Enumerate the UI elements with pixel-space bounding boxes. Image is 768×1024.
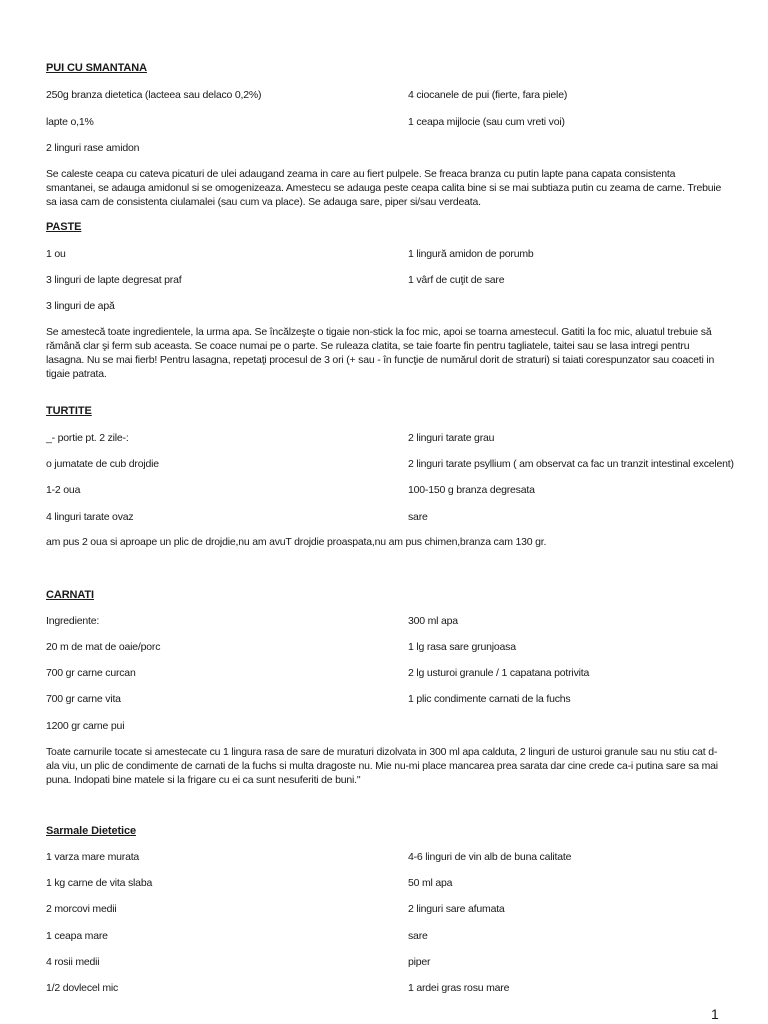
instructions-paragraph: Se caleste ceapa cu cateva picaturi de ulei adaugand zeama in care au fiert pulpele. Se freaca branza cu putin lapte pana capata consistenta smantanei, se adauga amidonul si se omogenizeaza. Amestecu se adauga peste ceapa calita bine si se mai subtiaza putin cu zeama de carne. Trebuie sa iasa cam de consistenta ciulamalei (sau cum va place). Se adauga sare, piper si/sau verdeata. [46,168,722,208]
ingredient-left: 3 linguri de lapte degresat praf [46,274,182,286]
ingredient-left: 2 linguri rase amidon [46,142,140,154]
ingredient-right: 4 ciocanele de pui (fierte, fara piele) [408,89,568,101]
section-title-paste: PASTE [46,221,82,233]
ingredient-right: sare [408,930,428,942]
ingredient-left: 1 varza mare murata [46,851,140,863]
ingredient-left: 1-2 oua [46,484,81,496]
section-title-sarmale-dietetice: Sarmale Dietetice [46,825,137,837]
ingredient-right: 1 vârf de cuţit de sare [408,274,505,286]
section-title-carnati: CARNATI [46,589,94,601]
section-title-turtite: TURTITE [46,405,92,417]
ingredient-right: 2 linguri tarate grau [408,432,495,444]
ingredient-left: o jumatate de cub drojdie [46,458,159,470]
ingredient-left: Ingrediente: [46,615,100,627]
ingredient-left: 4 linguri tarate ovaz [46,511,134,523]
ingredient-right: 50 ml apa [408,877,453,889]
ingredient-right: 1 lg rasa sare grunjoasa [408,641,516,653]
ingredient-right: 1 ardei gras rosu mare [408,982,510,994]
ingredient-left: 1 ou [46,248,66,260]
ingredient-right: 1 plic condimente carnati de la fuchs [408,693,571,705]
ingredient-left: 20 m de mat de oaie/porc [46,641,161,653]
page-number: 1 [711,1006,719,1022]
ingredient-left: 3 linguri de apă [46,300,115,312]
ingredient-left: 250g branza dietetica (lacteea sau delaco 0,2%) [46,89,262,101]
ingredient-right: 2 linguri sare afumata [408,903,505,915]
section-title-pui-cu-smantana: PUI CU SMANTANA [46,62,147,74]
ingredient-right: 2 linguri tarate psyllium ( am observat ca fac un tranzit intestinal excelent) [408,458,734,470]
ingredient-right: piper [408,956,431,968]
ingredient-left: 700 gr carne vita [46,693,121,705]
ingredient-right: 2 lg usturoi granule / 1 capatana potrivita [408,667,590,679]
ingredient-left: 2 morcovi medii [46,903,117,915]
ingredient-right: 1 ceapa mijlocie (sau cum vreti voi) [408,116,565,128]
ingredient-left: 700 gr carne curcan [46,667,136,679]
instructions-paragraph: Se amestecă toate ingredientele, la urma apa. Se încălzeşte o tigaie non-stick la foc mic, apoi se toarna amestecul. Gatiti la foc mic, aluatul trebuie să rămână clar şi ferm sub aceasta. Se coace numai pe o parte. Se ruleaza clatita, se taie foarte fin pentru tagliatele, taitei sau se lasa intregi pentru lasagna. Nu se mai fierb! Pentru lasagna, repetaţi procesul de 3 ori (+ sau - în funcţie de numărul dorit de straturi) si taiati corespunzator sau coaceti in tigaie patrata. [46,326,715,380]
ingredient-right: 300 ml apa [408,615,458,627]
ingredient-left: 1200 gr carne pui [46,720,125,732]
ingredient-left: 1/2 dovlecel mic [46,982,119,994]
ingredient-left: 4 rosii medii [46,956,100,968]
ingredient-left: 1 kg carne de vita slaba [46,877,153,889]
ingredient-right: 1 lingură amidon de porumb [408,248,534,260]
ingredient-left: lapte o,1% [46,116,94,128]
ingredient-right: 100-150 g branza degresata [408,484,535,496]
instructions-paragraph: am pus 2 oua si aproape un plic de drojdie,nu am avuT drojdie proaspata,nu am pus chimen,branza cam 130 gr. [46,536,547,548]
ingredient-right: 4-6 linguri de vin alb de buna calitate [408,851,572,863]
instructions-paragraph: Toate carnurile tocate si amestecate cu 1 lingura rasa de sare de muraturi dizolvata in 300 ml apa calduta, 2 linguri de usturoi granule sau nu stiu cat d-ala viu, un plic de condimente de carnati de la fuchs si multa dragoste nu. Mie nu-mi place mancarea prea sarata dar cine crede ca-i putina sare sa mai puna. Indopati bine matele si la frigare cu ei ca sunt nesuferiti de buni." [46,746,718,786]
ingredient-left: 1 ceapa mare [46,930,108,942]
ingredient-right: sare [408,511,428,523]
ingredient-left: _- portie pt. 2 zile-: [46,432,129,444]
